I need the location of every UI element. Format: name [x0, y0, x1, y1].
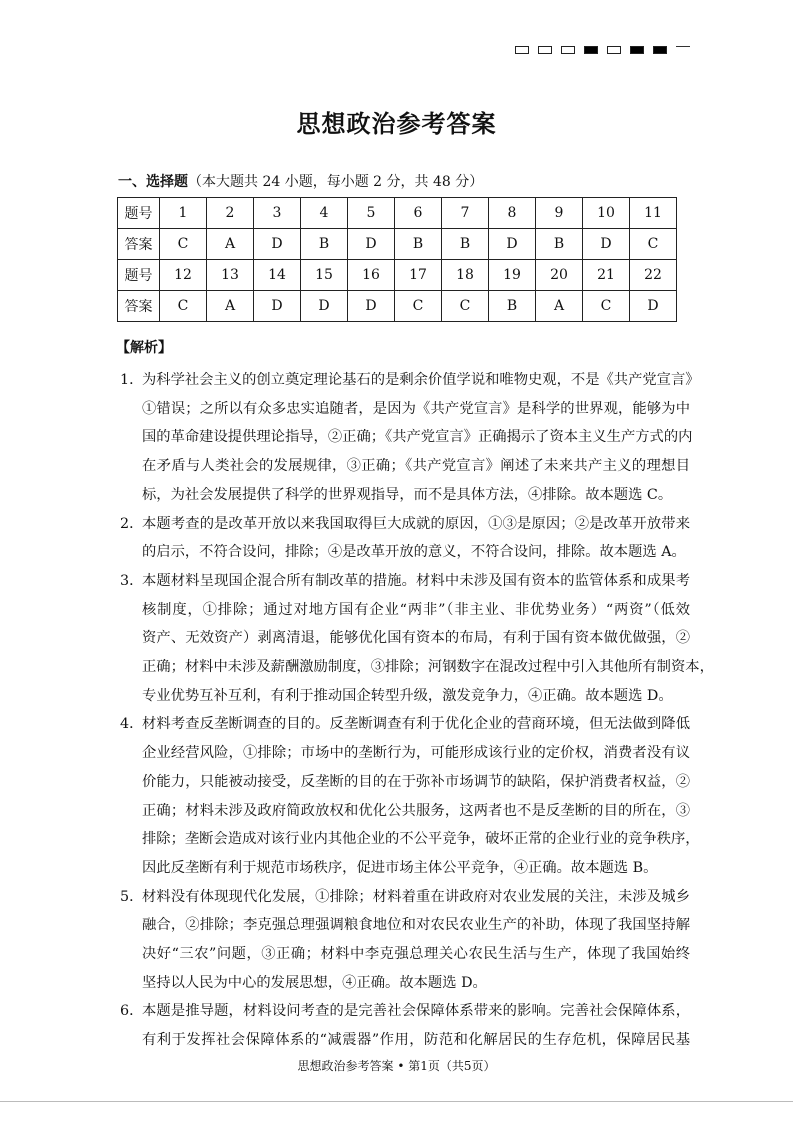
- table-cell: 15: [301, 260, 348, 291]
- table-cell: 4: [301, 198, 348, 229]
- row-header: 答案: [118, 291, 160, 322]
- item-line: 决好“三农”问题，③正确；材料中李克强总理关心农民生活与生产，体现了我国始终: [142, 946, 690, 963]
- item-line: ①错误；之所以有众多忠实追随者，是因为《共产党宣言》是科学的世界观，能够为中: [142, 400, 690, 417]
- table-cell: D: [301, 291, 348, 322]
- item-number: 1．: [120, 372, 144, 388]
- table-cell: B: [442, 229, 489, 260]
- item-line: 有利于发挥社会保障体系的“减震器”作用，防范和化解居民的生存危机，保障居民基: [142, 1032, 690, 1049]
- item-line: 坚持以人民为中心的发展思想，④正确。故本题选 D。: [142, 974, 487, 991]
- item-number: 6．: [120, 1003, 144, 1020]
- table-cell: 8: [489, 198, 536, 229]
- table-cell: 1: [160, 198, 207, 229]
- row-header: 题号: [118, 198, 160, 229]
- item-line: 因此反垄断有利于规范市场秩序，促进市场主体公平竞争，④正确。故本题选 B。: [142, 859, 658, 876]
- analysis-item: [120, 567, 714, 711]
- analysis-item: [120, 710, 700, 882]
- item-line: 国的革命建设提供理论指导，②正确；《共产党宣言》正确揭示了资本主义生产方式的内: [142, 429, 693, 446]
- table-row: [118, 229, 677, 260]
- item-line: 材料没有体现现代化发展，①排除；材料着重在讲政府对农业发展的关注，未涉及城乡: [142, 888, 690, 905]
- item-number: 4．: [120, 716, 144, 733]
- table-cell: 19: [489, 260, 536, 291]
- table-cell: 14: [254, 260, 301, 291]
- header-marks: [515, 46, 690, 54]
- table-cell: D: [489, 229, 536, 260]
- item-line: 本题是推导题，材料设问考查的是完善社会保障体系带来的影响。完善社会保障体系，: [142, 1003, 690, 1020]
- analysis-label: 【解析】: [116, 340, 172, 356]
- table-cell: A: [207, 291, 254, 322]
- table-cell: D: [348, 291, 395, 322]
- analysis-item: [120, 997, 692, 1054]
- table-cell: B: [301, 229, 348, 260]
- item-line: 本题考查的是改革开放以来我国取得巨大成就的原因，①③是原因；②是改革开放带来: [142, 515, 690, 532]
- table-cell: B: [489, 291, 536, 322]
- analysis-item: [120, 883, 692, 998]
- table-cell: C: [630, 229, 677, 260]
- table-cell: A: [536, 291, 583, 322]
- item-line: 核制度，①排除；通过对地方国有企业“两非”（非主业、非优势业务）“两资”（低效: [142, 601, 690, 618]
- table-cell: 2: [207, 198, 254, 229]
- item-number: 3．: [120, 572, 144, 589]
- analysis-item: [120, 366, 700, 510]
- table-cell: 6: [395, 198, 442, 229]
- table-cell: 13: [207, 260, 254, 291]
- item-line: 为科学社会主义的创立奠定理论基石的是剩余价值学说和唯物史观，不是《共产党宣言》: [142, 372, 700, 388]
- answer-table: [117, 197, 677, 322]
- table-cell: 20: [536, 260, 583, 291]
- item-line: 融合，②排除；李克强总理强调粮食地位和对农民农业生产的补助，体现了我国坚持解: [142, 917, 690, 934]
- item-line: 的启示，不符合设问，排除；④是改革开放的意义，不符合设问，排除。故本题选 A。: [142, 544, 686, 561]
- table-cell: C: [160, 291, 207, 322]
- table-cell: 5: [348, 198, 395, 229]
- row-header: 答案: [118, 229, 160, 260]
- table-cell: B: [395, 229, 442, 260]
- table-row: [118, 260, 677, 291]
- page-footer: 思想政治参考答案 • 第1页（共5页）: [297, 1059, 496, 1073]
- table-row: [118, 291, 677, 322]
- item-line: 价能力，只能被动接受，反垄断的目的在于弥补市场调节的缺陷，保护消费者权益，②: [142, 773, 690, 790]
- analysis-list: [120, 366, 714, 1055]
- table-cell: D: [630, 291, 677, 322]
- table-cell: D: [348, 229, 395, 260]
- table-cell: B: [536, 229, 583, 260]
- item-line: 排除；垄断会造成对该行业内其他企业的不公平竞争，破坏正常的企业行业的竞争秩序，: [142, 831, 700, 848]
- table-cell: C: [583, 291, 630, 322]
- item-line: 正确；材料中未涉及薪酬激励制度，③排除；河钢数字在混改过程中引入其他所有制资本，: [142, 659, 714, 676]
- table-cell: 16: [348, 260, 395, 291]
- table-cell: 7: [442, 198, 489, 229]
- table-row: [118, 198, 677, 229]
- table-cell: 17: [395, 260, 442, 291]
- item-line: 标，为社会发展提供了科学的世界观指导，而不是具体方法，④排除。故本题选 C。: [142, 486, 673, 503]
- item-line: 资产、无效资产）剥离清退，能够优化国有资本的布局，有利于国有资本做优做强，②: [142, 630, 690, 647]
- item-number: 2．: [120, 515, 144, 532]
- table-cell: D: [583, 229, 630, 260]
- table-cell: 12: [160, 260, 207, 291]
- table-cell: C: [442, 291, 489, 322]
- table-cell: 9: [536, 198, 583, 229]
- table-cell: 3: [254, 198, 301, 229]
- item-line: 企业经营风险，①排除；市场中的垄断行为，可能形成该行业的定价权，消费者没有议: [142, 745, 690, 762]
- analysis-item: [120, 510, 692, 567]
- table-cell: 21: [583, 260, 630, 291]
- section-heading: [118, 171, 483, 191]
- table-cell: 18: [442, 260, 489, 291]
- table-cell: 10: [583, 198, 630, 229]
- table-cell: 22: [630, 260, 677, 291]
- item-line: 正确；材料未涉及政府简政放权和优化公共服务，这两者也不是反垄断的目的所在，③: [142, 802, 690, 819]
- item-line: 材料考查反垄断调查的目的。反垄断调查有利于优化企业的营商环境，但无法做到降低: [142, 716, 690, 733]
- section-note: （本大题共 24 小题，每小题 2 分，共 48 分）: [188, 174, 484, 190]
- bottom-rule: [0, 1101, 793, 1102]
- table-cell: C: [395, 291, 442, 322]
- table-cell: D: [254, 229, 301, 260]
- table-cell: A: [207, 229, 254, 260]
- item-number: 5．: [120, 888, 144, 905]
- table-cell: C: [160, 229, 207, 260]
- item-line: 本题材料呈现国企混合所有制改革的措施。材料中未涉及国有资本的监管体系和成果考: [142, 572, 690, 589]
- table-cell: 11: [630, 198, 677, 229]
- item-line: 专业优势互补互利，有利于推动国企转型升级，激发竞争力，④正确。故本题选 D。: [142, 687, 673, 704]
- item-line: 在矛盾与人类社会的发展规律，③正确；《共产党宣言》阐述了未来共产主义的理想目: [142, 458, 690, 475]
- section-title: 一、选择题: [118, 174, 188, 190]
- row-header: 题号: [118, 260, 160, 291]
- table-cell: D: [254, 291, 301, 322]
- page-title: 思想政治参考答案: [296, 109, 497, 138]
